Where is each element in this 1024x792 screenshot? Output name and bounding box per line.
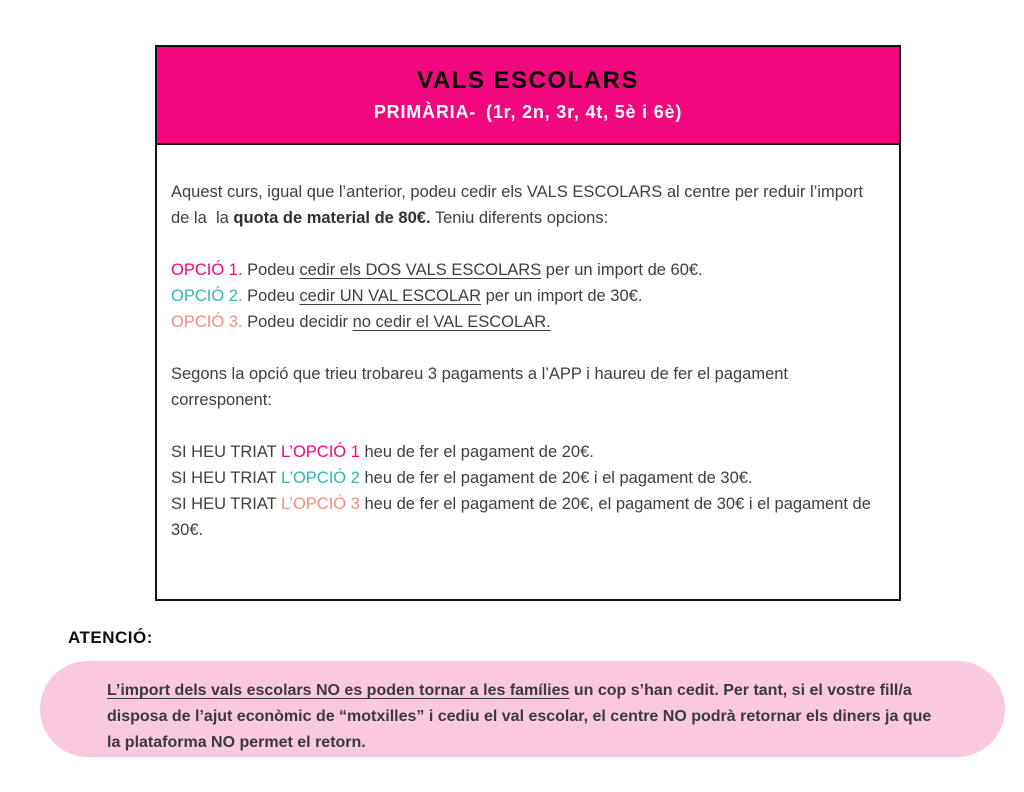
text-segment: OPCIÓ 3. (171, 313, 243, 331)
text-segment: cedir UN VAL ESCOLAR (299, 287, 481, 305)
text-segment: OPCIÓ 2. (171, 287, 243, 305)
text-segment: no cedir el VAL ESCOLAR. (352, 313, 551, 331)
text-segment: Podeu decidir (242, 313, 353, 331)
option-3-line (171, 309, 883, 335)
payment-line-3 (171, 491, 883, 543)
attention-notice-box (40, 661, 1005, 757)
options-list (171, 257, 883, 335)
vals-escolars-card (155, 45, 901, 601)
text-segment: L’import dels vals escolars NO es poden tornar a les famílies (107, 682, 570, 699)
text-segment: SI HEU TRIAT (171, 443, 282, 461)
option-2-line (171, 283, 883, 309)
text-segment: heu de fer el pagament de 20€. (359, 443, 594, 461)
card-subtitle-grades: (1r, 2n, 3r, 4t, 5è i 6è) (486, 102, 683, 122)
text-segment: heu de fer el pagament de 20€ i el pagament de 30€. (359, 469, 753, 487)
text-segment: Podeu (242, 287, 300, 305)
card-title: VALS ESCOLARS (417, 67, 639, 94)
text-segment: per un import de 60€. (541, 261, 703, 279)
text-segment: SI HEU TRIAT (171, 469, 282, 487)
attention-label: ATENCIÓ: (68, 628, 153, 647)
card-subtitle (374, 102, 682, 123)
card-subtitle-level: PRIMÀRIA- (373, 102, 477, 122)
text-segment: L’OPCIÓ 2 (281, 469, 360, 487)
payments-list (171, 439, 883, 543)
payments-intro-paragraph (171, 361, 883, 413)
text-segment: Podeu (242, 261, 300, 279)
text-segment: OPCIÓ 1. (171, 261, 243, 279)
card-header (157, 47, 899, 145)
intro-paragraph (171, 179, 883, 231)
text-segment: Aquest curs, igual que l’anterior, podeu cedir els VALS ESCOLARS al centre per reduir l’import de la la (171, 183, 868, 227)
text-segment: Segons la opció que trieu trobareu 3 pagaments a l’APP i haureu de fer el pagament corresponent: (171, 365, 793, 409)
text-segment: heu de fer el pagament de 20€, el pagament de 30€ i el pagament de 30€. (171, 495, 876, 539)
text-segment: per un import de 30€. (480, 287, 643, 305)
card-body (157, 145, 899, 543)
text-segment: cedir els DOS VALS ESCOLARS (299, 261, 542, 279)
payment-line-1 (171, 439, 883, 465)
text-segment: quota de material de 80€. (233, 209, 431, 227)
payment-line-2 (171, 465, 883, 491)
option-1-line (171, 257, 883, 283)
text-segment: L’OPCIÓ 3 (281, 495, 360, 513)
text-segment: un cop s’han cedit. Per tant, si el vostre fill/a disposa de l’ajut econòmic de “motxilles” i cediu el val escolar, el centre NO podrà retornar els diners ja que la plataforma NO permet el retorn. (107, 682, 936, 751)
text-segment: SI HEU TRIAT (171, 495, 282, 513)
text-segment: L’OPCIÓ 1 (281, 443, 360, 461)
text-segment: Teniu diferents opcions: (430, 209, 609, 227)
